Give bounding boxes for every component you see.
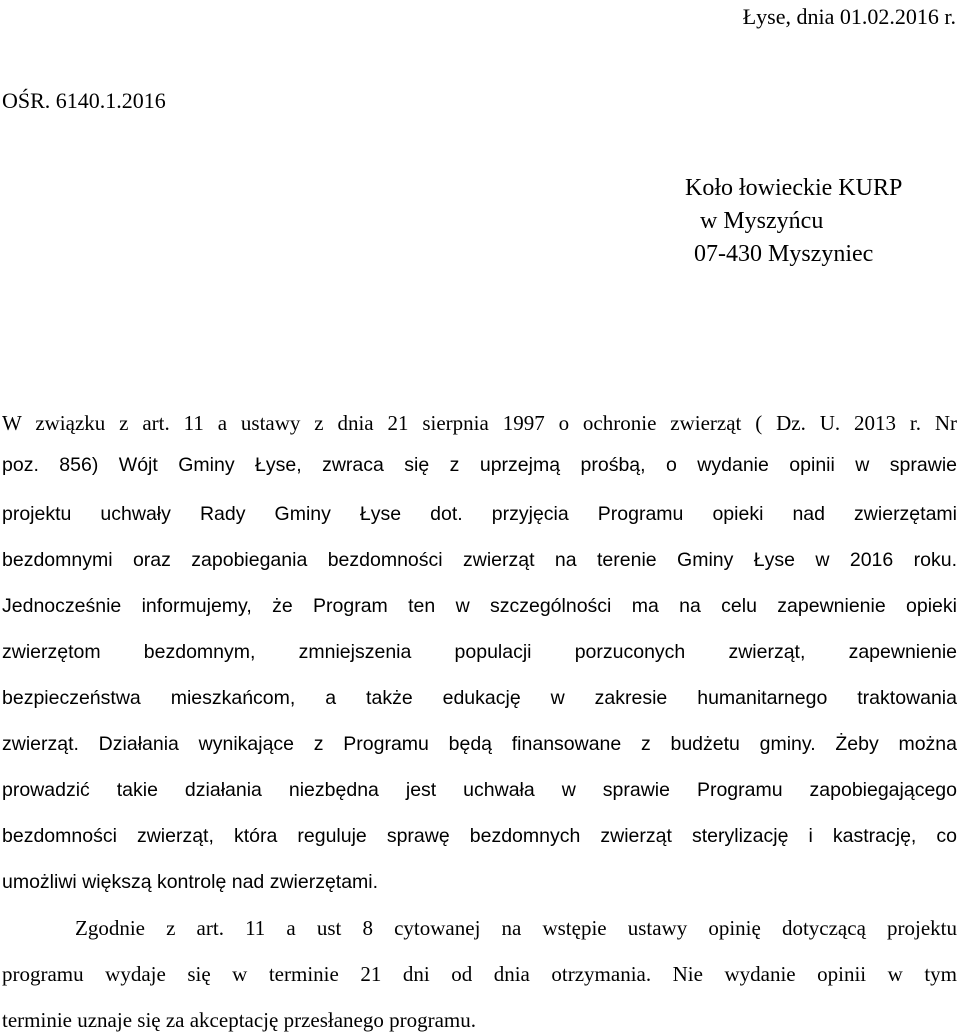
body-line-12: Zgodnie z art. 11 a ust 8 cytowanej na wstępie ustawy opinię dotyczącą projektu — [75, 916, 957, 940]
body-line-8: zwierząt. Działania wynikające z Programu będą finansowane z budżetu gminy. Żeby można — [2, 733, 957, 755]
addressee-name: Koło łowieckie KURP — [685, 175, 903, 201]
body-line-2: poz. 856) Wójt Gminy Łyse, zwraca się z uprzejmą prośbą, o wydanie opinii w sprawie — [2, 454, 957, 476]
body-line-4: bezdomnymi oraz zapobiegania bezdomności zwierząt na terenie Gminy Łyse w 2016 roku. — [2, 549, 957, 571]
body-line-11: umożliwi większą kontrolę nad zwierzętami. — [2, 871, 379, 893]
place-date: Łyse, dnia 01.02.2016 r. — [742, 4, 956, 29]
body-line-7: bezpieczeństwa mieszkańcom, a także edukację w zakresie humanitarnego traktowania — [2, 687, 957, 709]
body-line-1: W związku z art. 11 a ustawy z dnia 21 sierpnia 1997 o ochronie zwierząt ( Dz. U. 2013 r. Nr — [2, 411, 957, 435]
addressee-city: w Myszyńcu — [700, 208, 824, 234]
body-line-5: Jednocześnie informujemy, że Program ten w szczególności ma na celu zapewnienie opieki — [2, 595, 957, 617]
reference-number: OŚR. 6140.1.2016 — [2, 88, 166, 113]
body-line-3: projektu uchwały Rady Gminy Łyse dot. przyjęcia Programu opieki nad zwierzętami — [2, 503, 957, 525]
body-line-10: bezdomności zwierząt, która reguluje sprawę bezdomnych zwierząt sterylizację i kastrację, co — [2, 825, 957, 847]
addressee-postal: 07-430 Myszyniec — [694, 241, 874, 267]
body-line-6: zwierzętom bezdomnym, zmniejszenia populacji porzuconych zwierząt, zapewnienie — [2, 641, 957, 663]
body-line-9: prowadzić takie działania niezbędna jest uchwała w sprawie Programu zapobiegającego — [2, 779, 957, 801]
body-line-13: programu wydaje się w terminie 21 dni od dnia otrzymania. Nie wydanie opinii w tym — [2, 962, 957, 986]
addressee-block — [600, 172, 960, 271]
body-line-14: terminie uznaje się za akceptację przesłanego programu. — [2, 1008, 477, 1032]
